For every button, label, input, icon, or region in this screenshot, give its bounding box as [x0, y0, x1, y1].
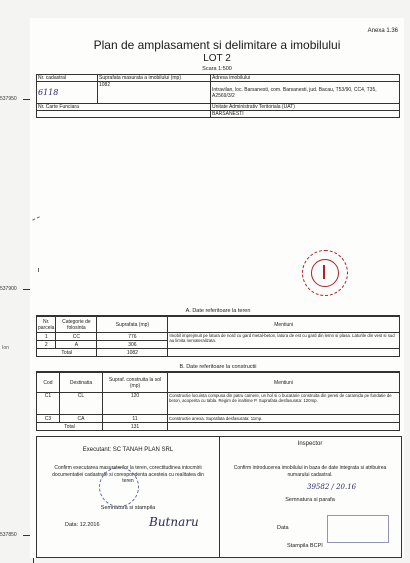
- total-value: 1082: [97, 349, 168, 357]
- table-cell: 1: [37, 333, 56, 341]
- suprafata-label: Suprafata masurata a imobilului (mp): [98, 75, 211, 82]
- table-cell: A: [56, 341, 97, 349]
- coord-label: 537850: [0, 532, 17, 538]
- adresa-label: Adresa imobilului: [211, 75, 400, 82]
- col-header: Supraf. construita la sol (mp): [103, 373, 168, 393]
- uat-value: BARSANESTI: [211, 111, 400, 118]
- executant-date: Data: 12.2016: [65, 522, 100, 528]
- scale-label: Scara 1:500: [202, 66, 232, 72]
- plan-mark: [32, 216, 40, 220]
- table-cell: Constructie anexa. Suprafata desfasurata: 11mp.: [168, 415, 400, 423]
- executant-sign-label: Semnatura si stampila: [100, 505, 156, 511]
- side-label: Ion: [2, 345, 9, 351]
- page-title: Plan de amplasament si delimitare a imobilului: [93, 38, 341, 52]
- stamp-inner-ring: [311, 259, 339, 287]
- plan-mark: [38, 268, 43, 272]
- table-cell: Imobil imprejmuit pe latura de nord cu gard metal-beton, latura de est cu gard din lemn si plasa. Laturile din vest si sud au limita nemateralizata.: [168, 333, 400, 349]
- section-a-table: [36, 316, 400, 357]
- official-stamp: [302, 250, 348, 296]
- inspector-title: Inspector: [297, 441, 323, 447]
- annex-label: Anexa 1.36: [367, 28, 398, 34]
- executant-title: Executant: SC TANAH PLAN SRL: [82, 447, 174, 453]
- handwritten-number: 39582 / 20.16: [307, 483, 357, 491]
- document-page: [30, 18, 404, 558]
- section-a-title: A. Date referitoare la teren: [36, 308, 400, 316]
- coord-label: 537950: [0, 96, 17, 102]
- table-cell: CA: [60, 415, 103, 423]
- col-header: Mentiuni: [168, 373, 400, 393]
- carte-funciara-value: [37, 111, 211, 118]
- col-header: Nr. parcela: [38, 318, 55, 331]
- signature-section: [36, 436, 402, 558]
- table-cell: 776: [97, 333, 168, 341]
- table-cell: C3: [37, 415, 60, 423]
- table-cell: C1: [37, 393, 60, 415]
- table-cell: CC: [56, 333, 97, 341]
- table-cell: CL: [60, 393, 103, 415]
- inspector-date: Data: [277, 525, 289, 531]
- signature-text: Butnaru: [149, 515, 199, 529]
- lot-label: LOT 2: [203, 53, 231, 64]
- table-cell: [168, 349, 400, 357]
- col-header: Categorie de folosinta: [56, 317, 97, 333]
- col-header: Mentiuni: [168, 317, 400, 333]
- executant-text: Confirm executarea masuratorilor la teren, corectitudinea intocmirii documentatiei cadastrale si corespondenta acesteia cu realitatea din teren: [52, 465, 204, 484]
- col-header: Suprafata (mp): [97, 317, 168, 333]
- table-cell: [168, 423, 400, 431]
- table-cell: Constructie locuinta compusa din patru camere, un hol si o bucatarie construita din pereti de caramida pe fundatie de beton, acoperita cu tabla. Regim de inaltime P. Suprafata desfasurata: 120mp.: [168, 393, 400, 415]
- section-b-title: B. Date referitoare la constructii: [36, 364, 400, 372]
- table-cell: 306: [97, 341, 168, 349]
- nr-cadastral-label: Nr. cadastral: [37, 75, 98, 82]
- carte-funciara-label: Nr. Carte Funciara: [37, 104, 211, 111]
- handwritten-signature: [149, 515, 199, 529]
- coord-label: 537900: [0, 286, 17, 292]
- table-cell: 120: [103, 393, 168, 415]
- inspector-text: Confirm introducerea imobilului in baza de date integrata si atribuirea numarului cadastral.: [233, 465, 387, 478]
- section-b-table: [36, 372, 400, 431]
- col-header: Cod: [37, 373, 60, 393]
- col-header: Destinatia: [60, 373, 103, 393]
- executant-stamp: [99, 467, 139, 507]
- total-value: 131: [103, 423, 168, 431]
- header-table: [36, 74, 400, 118]
- bcpi-stamp: [327, 515, 389, 543]
- uat-label: Unitate Administrativ Teritoriala (UAT): [211, 104, 400, 111]
- inspector-stamp-label: Stampila BCPI: [287, 543, 323, 549]
- stamp-emblem: [323, 265, 325, 279]
- table-cell: 2: [37, 341, 56, 349]
- nr-cadastral-value: 6118: [37, 82, 98, 104]
- total-label: Total: [37, 349, 97, 357]
- table-cell: 11: [103, 415, 168, 423]
- suprafata-value: 1082: [98, 82, 211, 104]
- total-label: Total: [37, 423, 103, 431]
- adresa-value: Intravilan, loc. Barsanesti, com. Barsanesti, jud. Bacau, T53/90, CC4, T35, A2569/3/2: [211, 82, 400, 104]
- inspector-sign-label: Semnatura si parafa: [285, 497, 335, 503]
